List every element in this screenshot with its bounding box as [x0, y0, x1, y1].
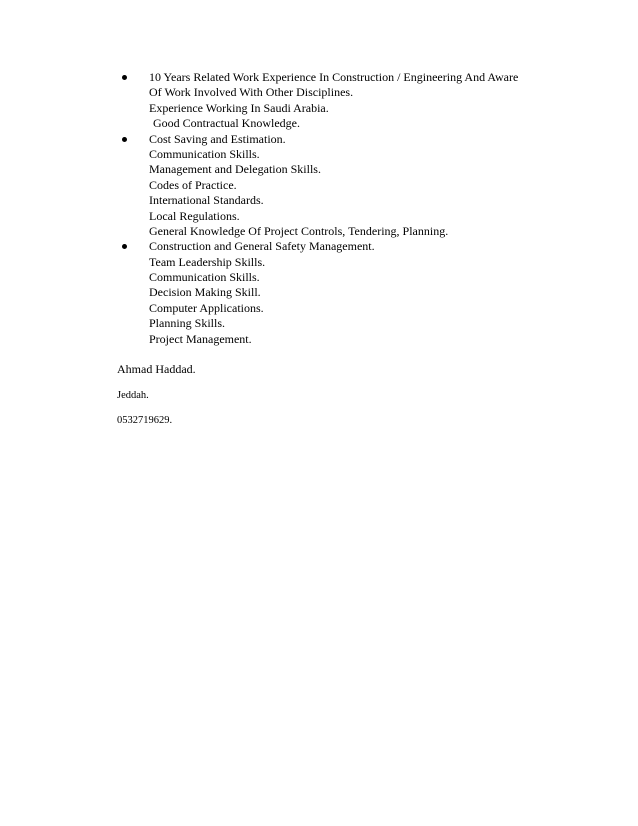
contact-city: Jeddah.	[117, 390, 149, 401]
bullet-icon	[122, 244, 127, 249]
list-item-line: Planning Skills.	[149, 316, 226, 331]
list-item-line: Management and Delegation Skills.	[149, 162, 321, 177]
list-item-line: Project Management.	[149, 331, 252, 346]
list-item-line: Team Leadership Skills.	[149, 254, 266, 269]
list-item-line: Construction and General Safety Management.	[149, 239, 375, 254]
list-item-line: International Standards.	[149, 193, 264, 208]
list-item-line: Experience Working In Saudi Arabia.	[149, 100, 329, 115]
list-item-line: Of Work Involved With Other Disciplines.	[149, 85, 354, 100]
bullet-icon	[122, 137, 127, 142]
list-item-line: Cost Saving and Estimation.	[149, 131, 286, 146]
bullet-group-skills	[122, 132, 542, 240]
bullet-group-management	[122, 239, 542, 347]
list-item-line: General Knowledge Of Project Controls, Tendering, Planning.	[149, 223, 449, 238]
bullet-group-experience	[122, 70, 542, 132]
contact-phone: 0532719629.	[117, 415, 173, 426]
bullet-icon	[122, 75, 127, 80]
list-item-line: Communication Skills.	[149, 270, 260, 285]
list-item-line: 10 Years Related Work Experience In Construction / Engineering And Aware	[149, 70, 519, 84]
list-item-line: Computer Applications.	[149, 300, 264, 315]
list-item-line: Decision Making Skill.	[149, 285, 261, 300]
list-item-line: Good Contractual Knowledge.	[153, 116, 300, 131]
skills-bullet-list	[122, 70, 542, 347]
list-item-line: Codes of Practice.	[149, 177, 237, 192]
list-item-line: Communication Skills.	[149, 146, 260, 161]
contact-name: Ahmad Haddad.	[117, 362, 196, 376]
list-item-line: Local Regulations.	[149, 208, 240, 223]
